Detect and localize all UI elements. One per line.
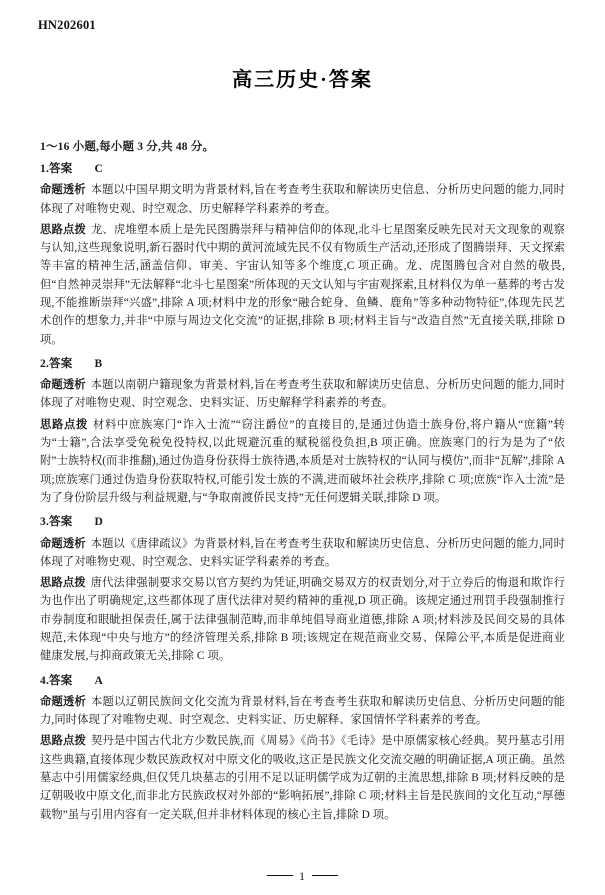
answer-label: 答案 — [49, 163, 73, 175]
analysis-paragraph — [40, 376, 565, 413]
page-number: 1 — [299, 871, 306, 883]
answer-line — [40, 673, 565, 690]
question-number: 3. — [40, 516, 50, 529]
answer-label: 答案 — [49, 674, 73, 687]
analysis-paragraph — [40, 693, 565, 730]
answer-value: A — [94, 674, 104, 687]
answer-value: D — [94, 516, 104, 529]
question-block — [40, 514, 565, 665]
approach-label: 思路点拨 — [40, 418, 88, 431]
document-code: HN202601 — [38, 18, 96, 32]
approach-text: 唐代法律强制要求交易以官方契约为凭证,明确交易双方的权责划分,对于立券后的悔退和欺诈行为也作出了明确规定,这些都体现了唐代法律对契约精神的重视,D 项正确。该规定通过刑罚手段强制推行市券制度和眼眦担保责任,属于法律强制范畴,而非单纯倡导商业道德,排除 A 项;材料涉及民间交易的具体规范,未体现“中央与地方”的经济管理关系,排除 B 项;该规定在规范商业交易、保障公平,本质是促进商业健康发展,与抑商政策无关,排除 C 项。 — [40, 577, 565, 663]
approach-paragraph — [40, 732, 565, 823]
answer-line — [40, 161, 565, 178]
analysis-label: 命题透析 — [40, 695, 86, 708]
footer-dash-left — [267, 875, 293, 876]
approach-paragraph — [40, 574, 565, 665]
analysis-label: 命题透析 — [40, 537, 86, 550]
question-number: 2. — [40, 357, 50, 370]
approach-paragraph — [40, 416, 565, 507]
analysis-text: 本题以《唐律疏议》为背景材料,旨在考查考生获取和解读历史信息、分析历史问题的能力,同时体现了对唯物史观、时空观念、史料实证学科素养的考查。 — [40, 537, 565, 568]
section-header: 1～16 小题,每小题 3 分,共 48 分。 — [40, 141, 215, 153]
analysis-text: 本题以辽朝民族间文化交流为背景材料,旨在考查考生获取和解读历史信息、分析历史问题的能力,同时体现了对唯物史观、时空观念、史料实证、历史解释、家国情怀学科素养的考查。 — [40, 695, 565, 727]
analysis-paragraph — [40, 181, 565, 218]
question-number: 1. — [40, 163, 50, 175]
question-number: 4. — [40, 674, 50, 687]
answer-value: B — [94, 357, 104, 370]
approach-paragraph — [40, 221, 565, 349]
answer-line — [40, 514, 565, 531]
approach-label: 思路点拨 — [40, 735, 86, 748]
answer-label: 答案 — [49, 516, 73, 529]
page-title: 高三历史·答案 — [232, 69, 373, 91]
approach-label: 思路点拨 — [40, 577, 86, 590]
analysis-label: 命题透析 — [40, 184, 86, 197]
analysis-label: 命题透析 — [40, 379, 86, 392]
answer-value: C — [94, 163, 104, 175]
question-block — [40, 356, 565, 507]
answer-label: 答案 — [49, 357, 73, 370]
approach-text: 契丹是中国古代北方少数民族,而《周易》《尚书》《毛诗》是中原儒家核心经典。契丹墓志引用这些典籍,直接体现少数民族政权对中原文化的吸收,这正是民族文化交流交融的明确证据,A 项正确。虽然墓志中引用儒家经典,但仅凭几块墓志的引用不足以证明儒学成为辽朝的主流思想,排除 B 项;材料反映的是辽朝吸收中原文化,而非北方民族政权对外部的“影响拓展”,排除 C 项;材料主旨是民族间的文化互动,“厚德载物”虽与引用内容有一定关联,但并非材料体现的核心主旨,排除 D 项。 — [40, 735, 565, 821]
analysis-text: 本题以中国早期文明为背景材料,旨在考查考生获取和解读历史信息、分析历史问题的能力,同时体现了对唯物史观、时空观念、历史解释学科素养的考查。 — [40, 184, 565, 215]
analysis-paragraph — [40, 535, 565, 572]
question-block — [40, 161, 565, 349]
question-block — [40, 673, 565, 824]
approach-text: 材料中庶族寒门“诈入士流”“窃注爵位”的直接目的,是通过伪造士族身份,将户籍从“庶籍”转为“士籍”,合法享受免税免役特权,以此规避沉重的赋税徭役负担,B 项正确。庶族寒门的行为是为了“依附”士族特权(而非推翻),通过伪造身份获得士族待遇,本质是对士族特权的“认同与模仿”,而非“瓦解”,排除 A 项;庶族寒门通过伪造身份获取特权,可能引发士族的不满,进而破坏社会秩序,排除 C 项;庶族“诈入士流”是为了身份阶层升级与利益规避,与“争取南渡侨民支持”无任何逻辑关联,排除 D 项。 — [40, 418, 566, 504]
approach-label: 思路点拨 — [40, 223, 86, 236]
footer-dash-right — [312, 875, 338, 876]
approach-text: 龙、虎堆塑本质上是先民图腾崇拜与精神信仰的体现,北斗七星图案反映先民对天文现象的观察与认知,这些现象说明,新石器时代中期的黄河流域先民不仅有物质生产活动,还形成了图腾崇拜、天文探索等丰富的精神生活,涵盖信仰、审美、宇宙认知等多个维度,C 项正确。龙、虎图腾包含对自然的敬畏,但“自然神灵崇拜”无法解释“北斗七星图案”所体现的天文认知与宇宙观探索,且材料仅为单一墓葬的考古发现,不能推断崇拜“兴盛”,排除 A 项;材料中龙的形象“融合蛇身、鱼鳞、鹿角”等多种动物特征”,体现先民艺术创作的想象力,并非“中原与周边文化交流”的证据,排除 B 项;材料主旨与“改造自然”无直接关联,排除 D 项。 — [40, 223, 565, 346]
analysis-text: 本题以南朝户籍现象为背景材料,旨在考查考生获取和解读历史信息、分析历史问题的能力,同时体现了对唯物史观、时空观念、史料实证、历史解释学科素养的考查。 — [40, 379, 565, 410]
page-footer — [0, 871, 605, 883]
answer-line — [40, 356, 565, 373]
